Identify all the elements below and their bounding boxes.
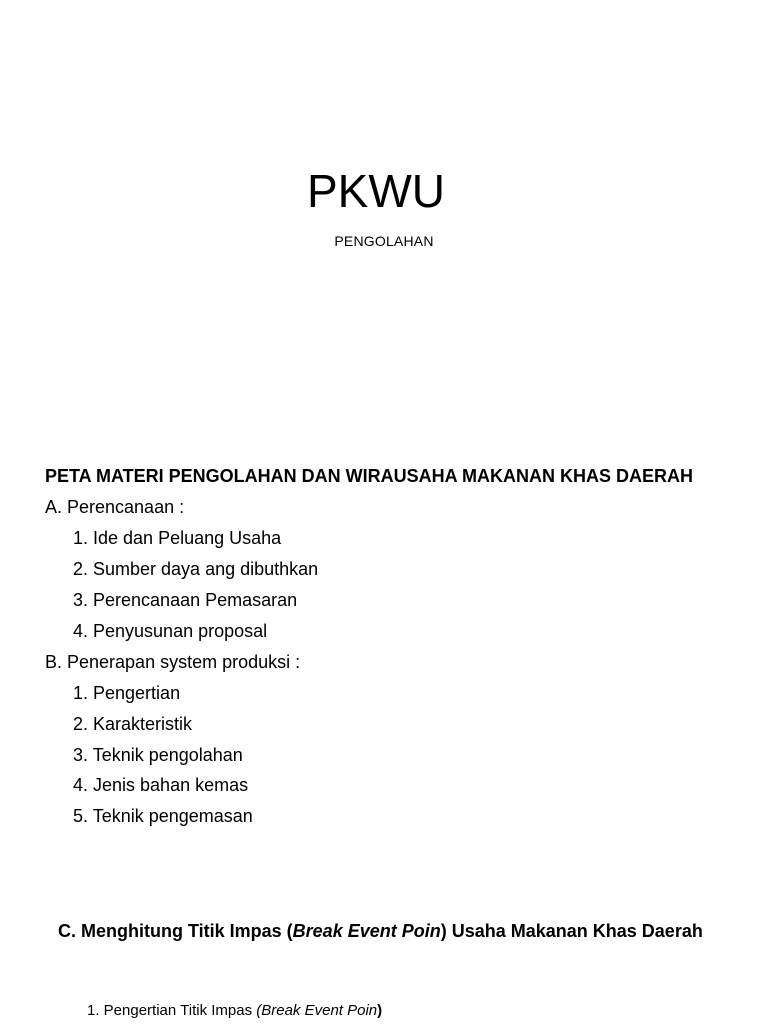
section-c-sub-item-close: ) [377,1002,383,1019]
section-a-label: A. Perencanaan : [45,497,185,517]
section-a-item: 2. Sumber daya ang dibuthkan [73,559,319,579]
page-subtitle: PENGOLAHAN [334,233,434,249]
section-c-heading-suffix: ) Usaha Makanan Khas Daerah [440,921,703,941]
section-b-item: 2. Karakteristik [73,714,193,734]
section-c-sub-item-italic: (Break Event Poin [256,1002,378,1019]
section-b-item: 3. Teknik pengolahan [73,745,243,765]
section-b-label: B. Penerapan system produksi : [45,652,301,672]
section-c-heading-italic: Break Event Poin [292,921,441,941]
section-c-heading [58,919,718,943]
section-b-item: 4. Jenis bahan kemas [73,775,249,795]
section-c-sub-item [87,1001,382,1021]
page-title: PKWU [307,165,445,217]
map-heading: PETA MATERI PENGOLAHAN DAN WIRAUSAHA MAKANAN KHAS DAERAH [45,466,693,486]
section-c-sub-item-prefix: 1. Pengertian Titik Impas [87,1002,257,1019]
section-b-item: 1. Pengertian [73,683,181,703]
section-a-item: 4. Penyusunan proposal [73,621,268,641]
section-a-item: 1. Ide dan Peluang Usaha [73,528,282,548]
section-a-item: 3. Perencanaan Pemasaran [73,590,298,610]
section-b-item: 5. Teknik pengemasan [73,806,253,826]
section-c-heading-prefix: C. Menghitung Titik Impas ( [58,921,293,941]
